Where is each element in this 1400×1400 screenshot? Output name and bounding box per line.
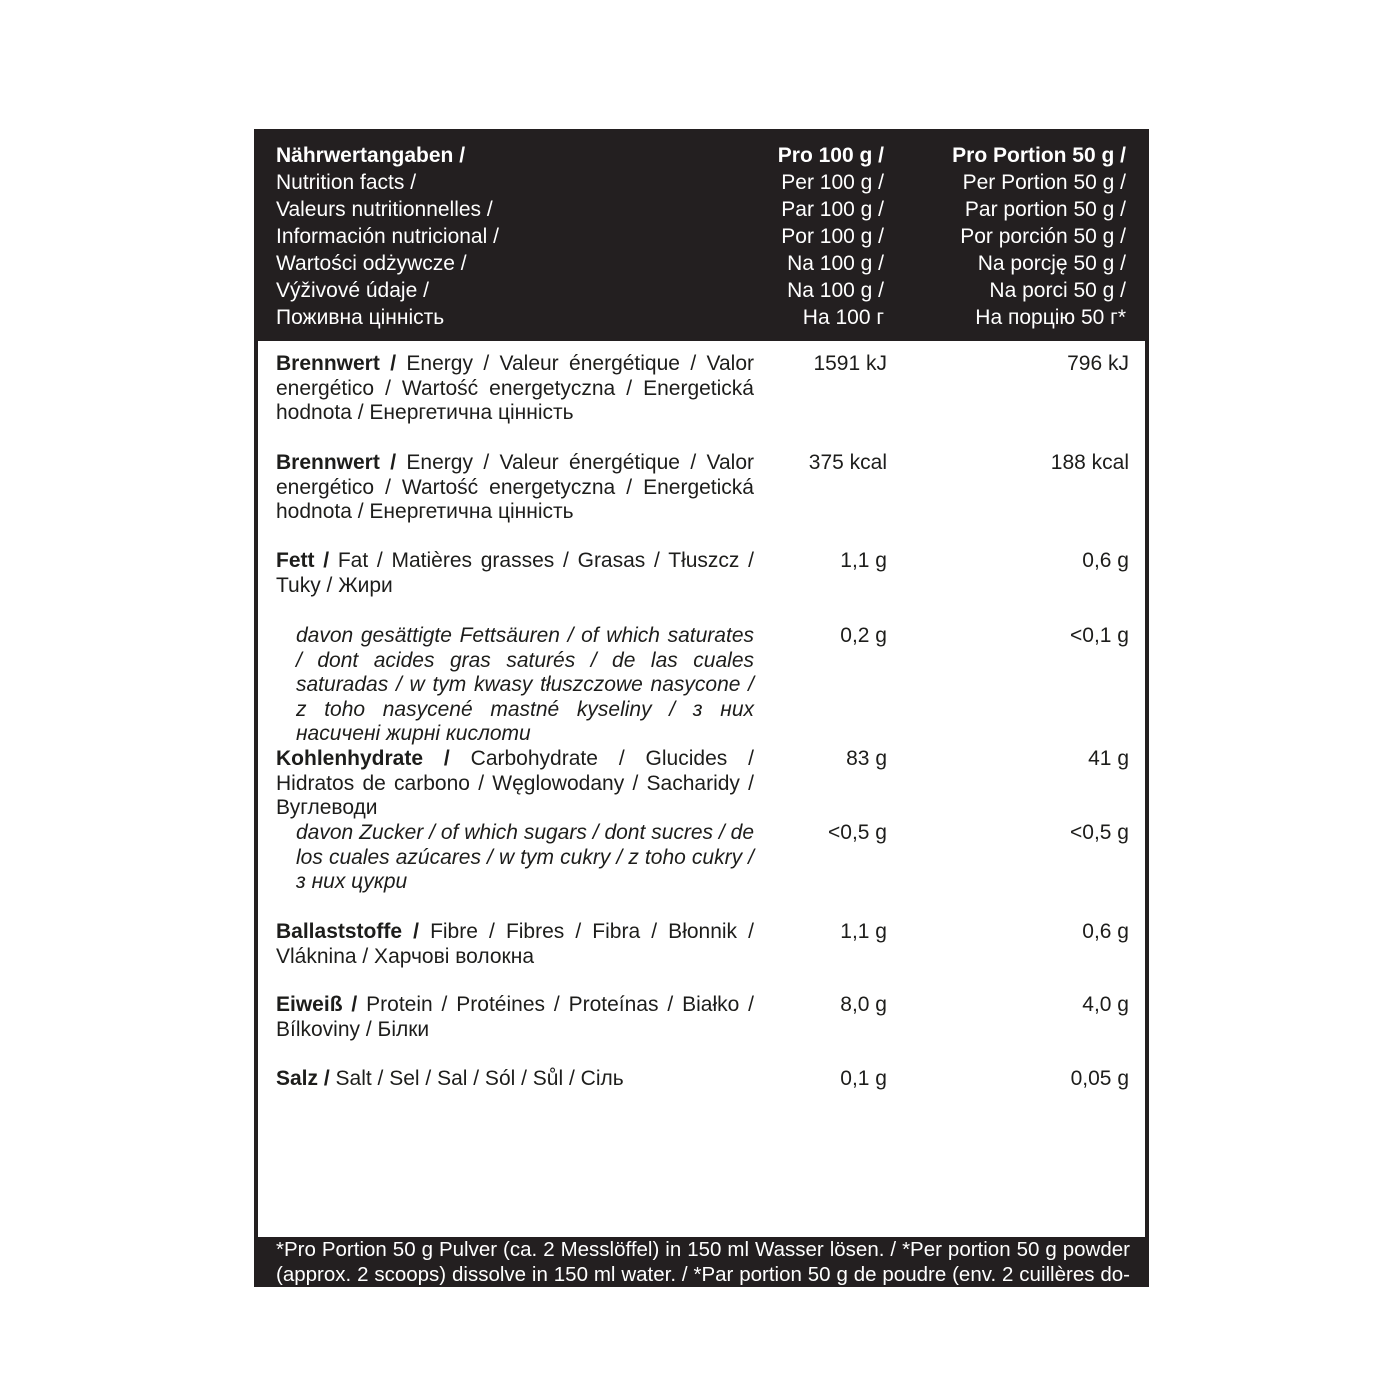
value-per-portion: 188 kcal <box>1050 451 1129 474</box>
nutrient-label-rest: Fat / Matières grasses / Grasas / Tłuszcz / Tuky / Жири <box>276 549 754 597</box>
value-per-100g: 83 g <box>846 747 887 770</box>
nutrient-label-bold: Salz / <box>276 1067 330 1090</box>
header-label-line: Wartości odżywcze / <box>276 252 467 275</box>
value-per-portion: 0,6 g <box>1082 549 1129 572</box>
nutrient-label-bold: Ballaststoffe / <box>276 920 419 943</box>
value-per-portion: 796 kJ <box>1067 352 1129 375</box>
nutrient-sublabel: davon Zucker / of which sugars / dont sucres / de los cuales azúcares / w tym cukry / z toho cukry / з них цукри <box>296 821 754 893</box>
header-label-line: Nährwertangaben / <box>276 144 466 167</box>
header-label-line: Información nutricional / <box>276 225 499 248</box>
nutrient-label-rest: Salt / Sel / Sal / Sól / Sůl / Сіль <box>329 1067 624 1090</box>
value-per-100g: 1,1 g <box>840 920 887 943</box>
header-portion-column <box>914 142 1126 331</box>
header-per100-line: Par 100 g / <box>781 198 884 221</box>
nutrient-label-bold: Kohlenhydrate / <box>276 747 450 770</box>
header-portion-line: Na porci 50 g / <box>989 279 1126 302</box>
nutrient-label <box>276 451 754 525</box>
header-label-line: Nutrition facts / <box>276 171 417 194</box>
nutrient-label-bold: Brennwert / <box>276 451 397 474</box>
value-per-100g: 0,2 g <box>840 624 887 647</box>
header-portion-line: На порцію 50 г* <box>975 306 1126 329</box>
header-per100-line: Na 100 g / <box>787 252 884 275</box>
footnote-line: en 150 ml de agua. / Na porcję 50 g proszku (ok. 2 miarki) rozpuścić w 150 ml wody. / Na porci <box>276 1313 1135 1336</box>
header-per100-line: Pro 100 g / <box>777 144 884 167</box>
nutrient-label-rest: Energy / Valeur énergétique / Valor energético / Wartość energetyczna / Energetická hodnota / Енергетична цінність <box>276 352 754 424</box>
nutrient-label <box>276 549 754 598</box>
value-per-100g: 8,0 g <box>840 993 887 1016</box>
header-per100-line: Na 100 g / <box>787 279 884 302</box>
nutrient-label <box>276 747 754 821</box>
nutrition-facts-panel <box>254 129 1149 1386</box>
header-per100-line: Per 100 g / <box>781 171 884 194</box>
header-portion-line: Per Portion 50 g / <box>962 171 1126 194</box>
value-per-portion: 0,6 g <box>1082 920 1129 943</box>
value-per-100g: 1591 kJ <box>813 352 887 375</box>
table-header <box>254 129 1149 341</box>
value-per-portion: <0,1 g <box>1070 624 1129 647</box>
header-portion-line: Pro Portion 50 g / <box>952 144 1126 167</box>
value-per-portion: 4,0 g <box>1082 993 1129 1016</box>
header-portion-line: Na porcję 50 g / <box>977 252 1126 275</box>
header-label-line: Valeurs nutritionnelles / <box>276 198 493 221</box>
table-body <box>258 341 1145 1237</box>
value-per-100g: 1,1 g <box>840 549 887 572</box>
nutrient-label <box>276 920 754 969</box>
nutrient-label <box>276 993 754 1042</box>
nutrient-label-rest: Fibre / Fibres / Fibra / Błonnik / Vláknina / Харчові волокна <box>276 920 754 968</box>
footnote <box>276 1237 1135 1387</box>
footnote-line: rozpustit 50 g prášku (cca 2 odměrky) ve 150 ml vody / На порцію: 50 г порошку (приблизно <box>276 1338 1130 1361</box>
footnote-line: *Pro Portion 50 g Pulver (ca. 2 Messlöffel) in 150 ml Wasser lösen. / *Per portion 50 g powder <box>276 1238 1130 1261</box>
header-label-line: Поживна цінність <box>276 306 445 329</box>
header-per100-column <box>734 142 884 331</box>
nutrient-label-bold: Eiweiß / <box>276 993 358 1016</box>
nutrient-label-rest: Protein / Protéines / Proteínas / Białko / Bílkoviny / Білки <box>276 993 755 1041</box>
value-per-portion: <0,5 g <box>1070 821 1129 844</box>
value-per-100g: 0,1 g <box>840 1067 887 1090</box>
header-per100-line: Por 100 g / <box>781 225 884 248</box>
header-portion-line: Por porción 50 g / <box>960 225 1126 248</box>
footnote-line: 2 мірні ложки) розчинити у 150 мл води. <box>276 1363 656 1386</box>
value-per-portion: 0,05 g <box>1070 1067 1129 1090</box>
header-label-column <box>276 142 736 331</box>
nutrient-label-rest: Energy / Valeur énergétique / Valor energético / Wartość energetyczna / Energetická hodnota / Енергетична цінність <box>276 451 754 523</box>
header-portion-line: Par portion 50 g / <box>964 198 1126 221</box>
nutrient-label-bold: Brennwert / <box>276 352 397 375</box>
footnote-line: (approx. 2 scoops) dissolve in 150 ml water. / *Par portion 50 g de poudre (env. 2 cuillères do- <box>276 1263 1130 1286</box>
nutrient-sublabel: davon gesättigte Fettsäuren / of which saturates / dont acides gras saturés / de las cuales saturadas / w tym kwasy tłuszczowe nasycone / z toho nasycené mastné kyseliny / з них насичені жирні кислоти <box>296 624 754 745</box>
header-per100-line: На 100 г <box>802 306 884 329</box>
nutrient-label-rest: Carbohydrate / Glucides / Hidratos de carbono / Węglowodany / Sacharidy / Вуглеводи <box>276 747 754 819</box>
nutrient-label <box>276 1067 754 1092</box>
value-per-100g: <0,5 g <box>828 821 887 844</box>
header-label-line: Výživové údaje / <box>276 279 429 302</box>
value-per-portion: 41 g <box>1088 747 1129 770</box>
nutrient-label <box>276 352 754 426</box>
nutrient-label-bold: Fett / <box>276 549 330 572</box>
value-per-100g: 375 kcal <box>808 451 887 474</box>
footnote-line: seuses) dissoudre dans 150 ml d’eau. / *Por porción 50 g de polvo (aprox. 2 cacitos) disolver <box>276 1288 1130 1311</box>
